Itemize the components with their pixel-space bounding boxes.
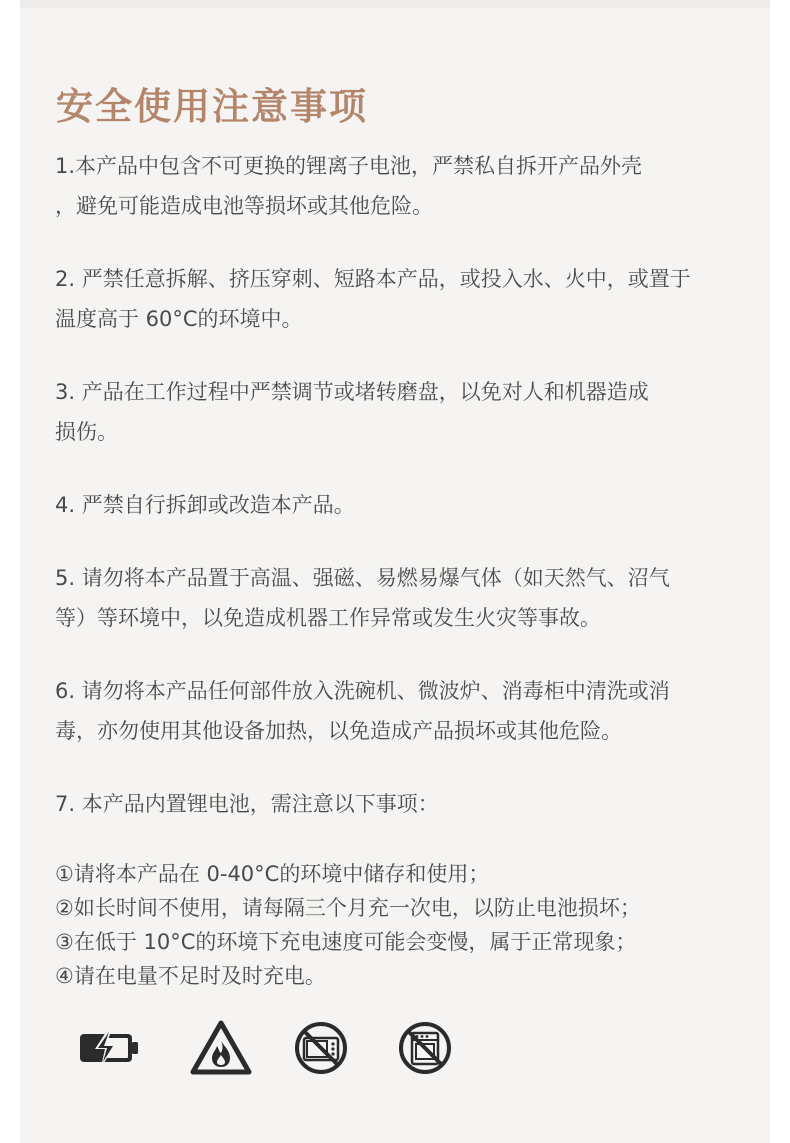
- item-line: 5. 请勿将本产品置于高温、强磁、易燃易爆气体（如天然气、沼气: [55, 566, 670, 590]
- page-title: 安全使用注意事项: [56, 85, 368, 128]
- safety-item-4: [55, 485, 750, 525]
- item-line: 温度高于 60°C的环境中。: [55, 307, 303, 331]
- item-line: 1.本产品中包含不可更换的锂离子电池，严禁私自拆开产品外壳: [55, 154, 643, 178]
- item-line: 毒，亦勿使用其他设备加热，以免造成产品损坏或其他危险。: [55, 719, 622, 743]
- safety-item-2: [55, 259, 750, 339]
- battery-notes: [55, 857, 750, 993]
- item-line: 损伤。: [55, 420, 118, 444]
- safety-item-7: [55, 784, 750, 824]
- battery-charging-icon: [76, 1018, 142, 1078]
- flammable-warning-icon: [188, 1018, 254, 1078]
- battery-note: ③在低于 10°C的环境下充电速度可能会变慢，属于正常现象；: [55, 930, 637, 954]
- item-line: 2. 严禁任意拆解、挤压穿刺、短路本产品，或投入水、火中，或置于: [55, 267, 691, 291]
- no-oven-icon: [392, 1018, 458, 1078]
- top-strip: [20, 0, 770, 8]
- battery-note: ①请将本产品在 0-40°C的环境中储存和使用；: [55, 862, 490, 886]
- item-line: 7. 本产品内置锂电池，需注意以下事项：: [55, 792, 439, 816]
- item-line: 3. 产品在工作过程中严禁调节或堵转磨盘，以免对人和机器造成: [55, 380, 649, 404]
- item-line: 等）等环境中，以免造成机器工作异常或发生火灾等事故。: [55, 606, 601, 630]
- item-line: ，避免可能造成电池等损坏或其他危险。: [55, 194, 433, 218]
- safety-item-1: [55, 146, 750, 226]
- no-microwave-icon: [288, 1018, 354, 1078]
- item-line: 6. 请勿将本产品任何部件放入洗碗机、微波炉、消毒柜中清洗或消: [55, 679, 670, 703]
- battery-note: ④请在电量不足时及时充电。: [55, 964, 326, 988]
- safety-content: [55, 146, 750, 993]
- safety-item-5: [55, 558, 750, 638]
- page: [20, 0, 770, 1143]
- item-line: 4. 严禁自行拆卸或改造本产品。: [55, 493, 355, 517]
- safety-item-6: [55, 671, 750, 751]
- safety-item-3: [55, 372, 750, 452]
- battery-note: ②如长时间不使用，请每隔三个月充一次电，以防止电池损坏；: [55, 896, 641, 920]
